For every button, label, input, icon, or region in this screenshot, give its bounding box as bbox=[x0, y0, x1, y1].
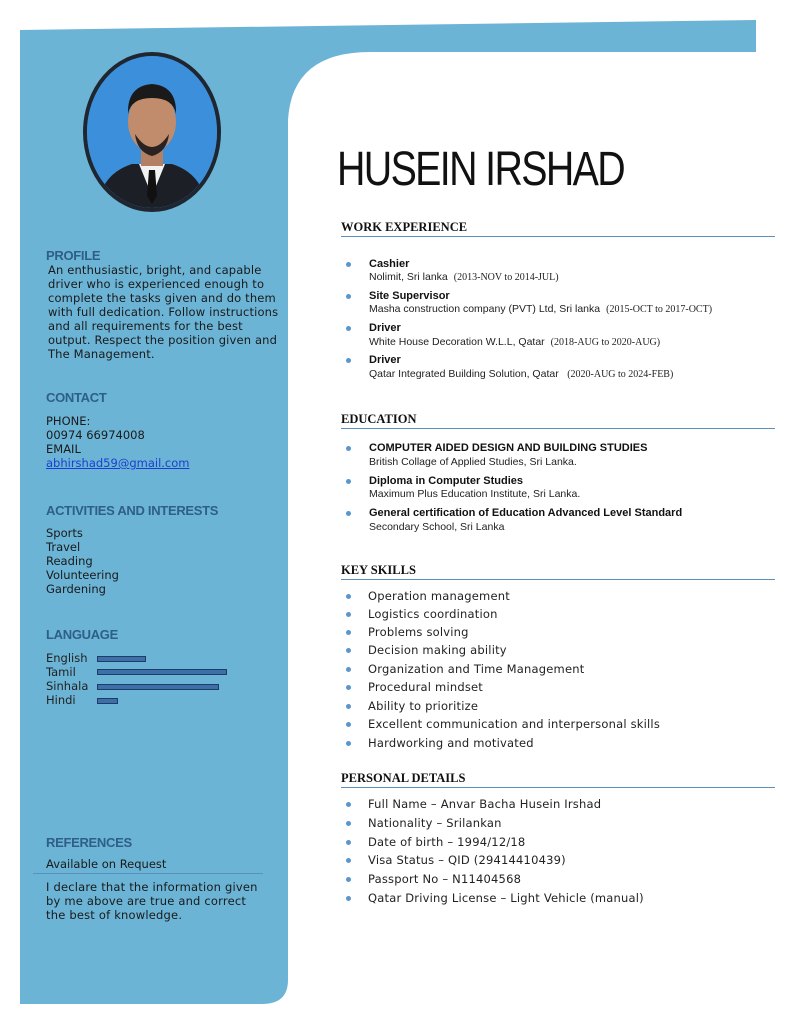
bullet-icon bbox=[346, 326, 351, 331]
job-title: Driver bbox=[369, 322, 401, 334]
bullet-icon bbox=[346, 741, 351, 746]
references-text: Available on Request bbox=[46, 857, 167, 871]
language-hindi-bar bbox=[97, 698, 118, 704]
bullet-icon bbox=[346, 802, 351, 807]
bullet-icon bbox=[346, 877, 351, 882]
phone-label: PHONE: bbox=[46, 414, 91, 428]
phone-number: 00974 66974008 bbox=[46, 428, 145, 442]
job-title: Site Supervisor bbox=[369, 290, 450, 302]
skill-item: Procedural mindset bbox=[368, 680, 484, 694]
language-sinhala-bar bbox=[97, 684, 219, 690]
bullet-icon bbox=[346, 612, 351, 617]
activity-item: Volunteering bbox=[46, 568, 119, 582]
bullet-icon bbox=[346, 840, 351, 845]
job-title: Cashier bbox=[369, 258, 410, 270]
bullet-icon bbox=[346, 630, 351, 635]
job-company-line: Nolimit, Sri lanka (2013-NOV to 2014-JUL) bbox=[369, 271, 559, 283]
work-experience-heading: WORK EXPERIENCE bbox=[341, 220, 775, 237]
bullet-icon bbox=[346, 294, 351, 299]
bullet-icon bbox=[346, 594, 351, 599]
bullet-icon bbox=[346, 858, 351, 863]
references-heading: REFERENCES bbox=[46, 835, 132, 850]
activity-item: Travel bbox=[46, 540, 81, 554]
personal-detail-item: Nationality – Srilankan bbox=[368, 816, 502, 830]
language-tamil: Tamil bbox=[46, 665, 76, 679]
contact-details bbox=[46, 414, 189, 470]
education-title: COMPUTER AIDED DESIGN AND BUILDING STUDIES bbox=[369, 442, 648, 454]
declaration-text: I declare that the information given by me above are true and correct the best of knowledge. bbox=[46, 880, 258, 922]
job-company-line: Qatar Integrated Building Solution, Qatar (2020-AUG to 2024-FEB) bbox=[369, 368, 674, 380]
bullet-icon bbox=[346, 722, 351, 727]
bullet-icon bbox=[346, 479, 351, 484]
job-company-line: White House Decoration W.L.L, Qatar (2018-AUG to 2020-AUG) bbox=[369, 336, 661, 348]
skill-item: Problems solving bbox=[368, 625, 469, 639]
activity-item: Reading bbox=[46, 554, 93, 568]
personal-detail-item: Full Name – Anvar Bacha Husein Irshad bbox=[368, 797, 602, 811]
skill-item: Ability to prioritize bbox=[368, 699, 479, 713]
personal-detail-item: Visa Status – QID (29414410439) bbox=[368, 853, 566, 867]
skill-item: Decision making ability bbox=[368, 643, 507, 657]
education-school: Secondary School, Sri Lanka bbox=[369, 521, 505, 533]
activity-item: Sports bbox=[46, 526, 83, 540]
skill-item: Hardworking and motivated bbox=[368, 736, 534, 750]
language-heading: LANGUAGE bbox=[46, 627, 118, 642]
skill-item: Organization and Time Management bbox=[368, 662, 585, 676]
bullet-icon bbox=[346, 896, 351, 901]
bullet-icon bbox=[346, 511, 351, 516]
key-skills-heading: KEY SKILLS bbox=[341, 563, 775, 580]
references-divider bbox=[33, 873, 263, 874]
bullet-icon bbox=[346, 446, 351, 451]
bullet-icon bbox=[346, 648, 351, 653]
skill-item: Operation management bbox=[368, 589, 510, 603]
email-label: EMAIL bbox=[46, 442, 81, 456]
language-hindi: Hindi bbox=[46, 693, 76, 707]
personal-details-heading: PERSONAL DETAILS bbox=[341, 771, 775, 788]
job-title: Driver bbox=[369, 354, 401, 366]
skill-item: Logistics coordination bbox=[368, 607, 498, 621]
language-english: English bbox=[46, 651, 88, 665]
education-heading: EDUCATION bbox=[341, 412, 775, 429]
education-title: Diploma in Computer Studies bbox=[369, 475, 524, 487]
education-title: General certification of Education Advanced Level Standard bbox=[369, 507, 683, 519]
bullet-icon bbox=[346, 821, 351, 826]
bullet-icon bbox=[346, 685, 351, 690]
personal-detail-item: Date of birth – 1994/12/18 bbox=[368, 835, 526, 849]
bullet-icon bbox=[346, 704, 351, 709]
skill-item: Excellent communication and interpersonal skills bbox=[368, 717, 661, 731]
bullet-icon bbox=[346, 262, 351, 267]
activities-list bbox=[46, 526, 119, 596]
bullet-icon bbox=[346, 667, 351, 672]
candidate-name: HUSEIN IRSHAD bbox=[337, 143, 625, 196]
job-company-line: Masha construction company (PVT) Ltd, Sri lanka (2015-OCT to 2017-OCT) bbox=[369, 303, 713, 315]
language-sinhala: Sinhala bbox=[46, 679, 89, 693]
bullet-icon bbox=[346, 358, 351, 363]
language-english-bar bbox=[97, 656, 146, 662]
language-tamil-bar bbox=[97, 669, 227, 675]
contact-heading: CONTACT bbox=[46, 390, 107, 405]
profile-text: An enthusiastic, bright, and capable driver who is experienced enough to complete the tasks given and do them with full dedication. Follow instructions and all requirements for the best output. Respect the position given and The Management. bbox=[48, 263, 279, 361]
profile-photo bbox=[83, 52, 221, 212]
education-school: Maximum Plus Education Institute, Sri Lanka. bbox=[369, 488, 581, 500]
personal-detail-item: Passport No – N11404568 bbox=[368, 872, 522, 886]
education-school: British Collage of Applied Studies, Sri Lanka. bbox=[369, 456, 577, 468]
profile-heading: PROFILE bbox=[46, 248, 101, 263]
personal-detail-item: Qatar Driving License – Light Vehicle (manual) bbox=[368, 891, 644, 905]
activity-item: Gardening bbox=[46, 582, 106, 596]
activities-heading: ACTIVITIES AND INTERESTS bbox=[46, 503, 219, 518]
email-link[interactable]: abhirshad59@gmail.com bbox=[46, 456, 190, 470]
